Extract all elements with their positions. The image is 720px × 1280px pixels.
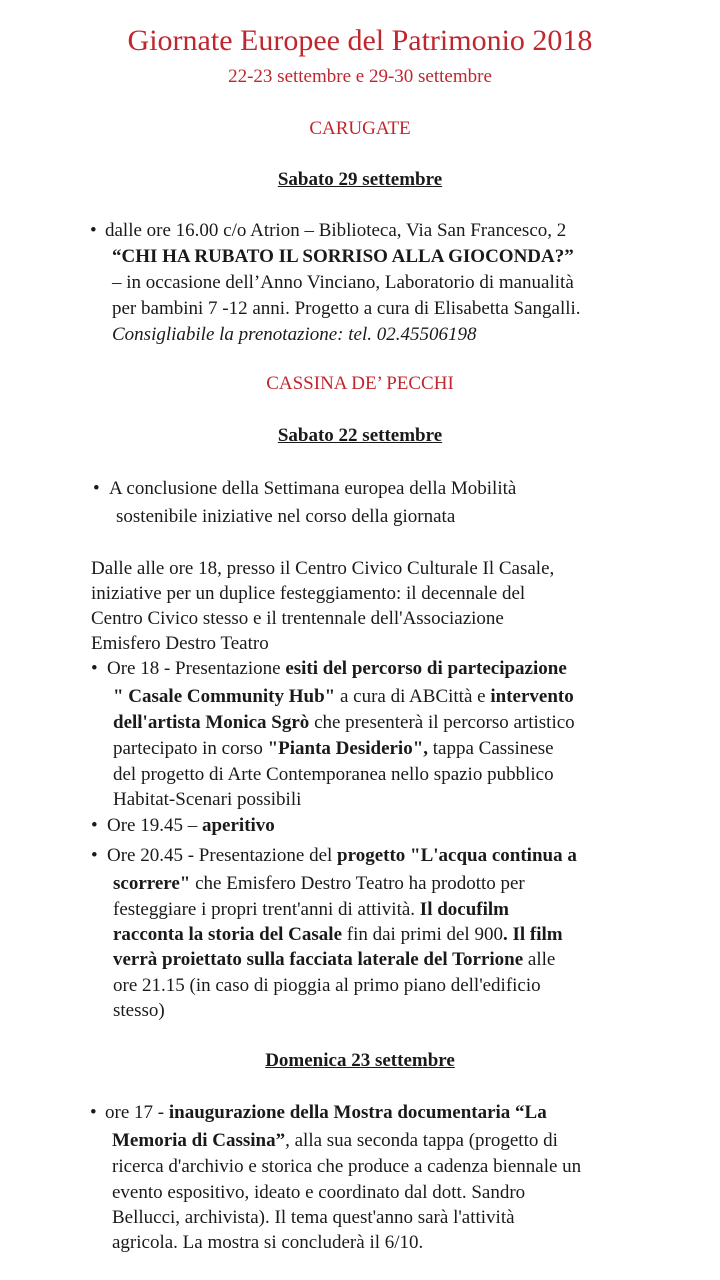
event-text-line: Ore 18 - Presentazione esiti del percorso di partecipazione	[107, 658, 567, 679]
event-text-line: stesso)	[113, 1000, 165, 1021]
bullet: •	[91, 845, 98, 866]
day-heading-sabato-29: Sabato 29 settembre	[277, 169, 443, 190]
event-text-line: A conclusione della Settimana europea della Mobilità	[109, 478, 517, 499]
page-title: Giornate Europee del Patrimonio 2018	[127, 24, 593, 57]
day-heading-domenica-23: Domenica 23 settembre	[265, 1050, 455, 1071]
event-text-line: Ore 20.45 - Presentazione del progetto "L'acqua continua a	[107, 845, 577, 866]
event-text-line: ricerca d'archivio e storica che produce a cadenza biennale un	[112, 1156, 582, 1177]
paragraph-line: Dalle alle ore 18, presso il Centro Civico Culturale Il Casale,	[91, 558, 555, 579]
event-text-line: – in occasione dell’Anno Vinciano, Laboratorio di manualità	[112, 272, 574, 293]
event-text-line: Habitat-Scenari possibili	[113, 789, 302, 810]
event-text-line: Memoria di Cassina”, alla sua seconda tappa (progetto di	[112, 1130, 558, 1151]
bullet: •	[91, 815, 98, 836]
event-text-line: sostenibile iniziative nel corso della giornata	[116, 506, 456, 527]
event-text-line: ore 17 - inaugurazione della Mostra documentaria “La	[105, 1102, 547, 1123]
event-text-line: per bambini 7 -12 anni. Progetto a cura di Elisabetta Sangalli.	[112, 298, 581, 319]
event-text-line: evento espositivo, ideato e coordinato dal dott. Sandro	[112, 1182, 526, 1203]
event-text-line: del progetto di Arte Contemporanea nello spazio pubblico	[113, 764, 554, 785]
event-text-line: scorrere" che Emisfero Destro Teatro ha prodotto per	[113, 873, 525, 894]
bullet: •	[90, 1102, 97, 1123]
event-text-line: " Casale Community Hub" a cura di ABCittà e intervento	[113, 686, 574, 707]
bullet: •	[93, 478, 100, 499]
event-text-line: ore 21.15 (in caso di pioggia al primo piano dell'edificio	[113, 975, 541, 996]
day-heading-sabato-22: Sabato 22 settembre	[277, 425, 443, 446]
paragraph-line: iniziative per un duplice festeggiamento: il decennale del	[91, 583, 526, 604]
event-text-line: verrà proiettato sulla facciata laterale del Torrione alle	[113, 949, 556, 970]
event-text-line: Ore 19.45 – aperitivo	[107, 815, 275, 836]
event-text-line: racconta la storia del Casale fin dai primi del 900. Il film	[113, 924, 563, 945]
page-subtitle-dates: 22-23 settembre e 29-30 settembre	[228, 66, 492, 87]
event-text-line: partecipato in corso "Pianta Desiderio", tappa Cassinese	[113, 738, 554, 759]
location-heading-cassina: CASSINA DE’ PECCHI	[266, 373, 454, 394]
event-title: “CHI HA RUBATO IL SORRISO ALLA GIOCONDA?”	[112, 246, 574, 267]
event-text-line: Bellucci, archivista). Il tema quest'anno sarà l'attività	[112, 1207, 515, 1228]
booking-note: Consigliabile la prenotazione: tel. 02.45506198	[112, 324, 477, 345]
bullet: •	[91, 658, 98, 679]
bullet: •	[90, 220, 97, 241]
event-text-line: festeggiare i propri trent'anni di attività. Il docufilm	[113, 899, 509, 920]
event-text-line: dell'artista Monica Sgrò che presenterà il percorso artistico	[113, 712, 575, 733]
paragraph-line: Emisfero Destro Teatro	[91, 633, 269, 654]
paragraph-line: Centro Civico stesso e il trentennale dell'Associazione	[91, 608, 504, 629]
event-text-line: dalle ore 16.00 c/o Atrion – Biblioteca, Via San Francesco, 2	[105, 220, 567, 241]
event-text-line: agricola. La mostra si concluderà il 6/10.	[112, 1232, 424, 1253]
location-heading-carugate: CARUGATE	[309, 118, 411, 139]
